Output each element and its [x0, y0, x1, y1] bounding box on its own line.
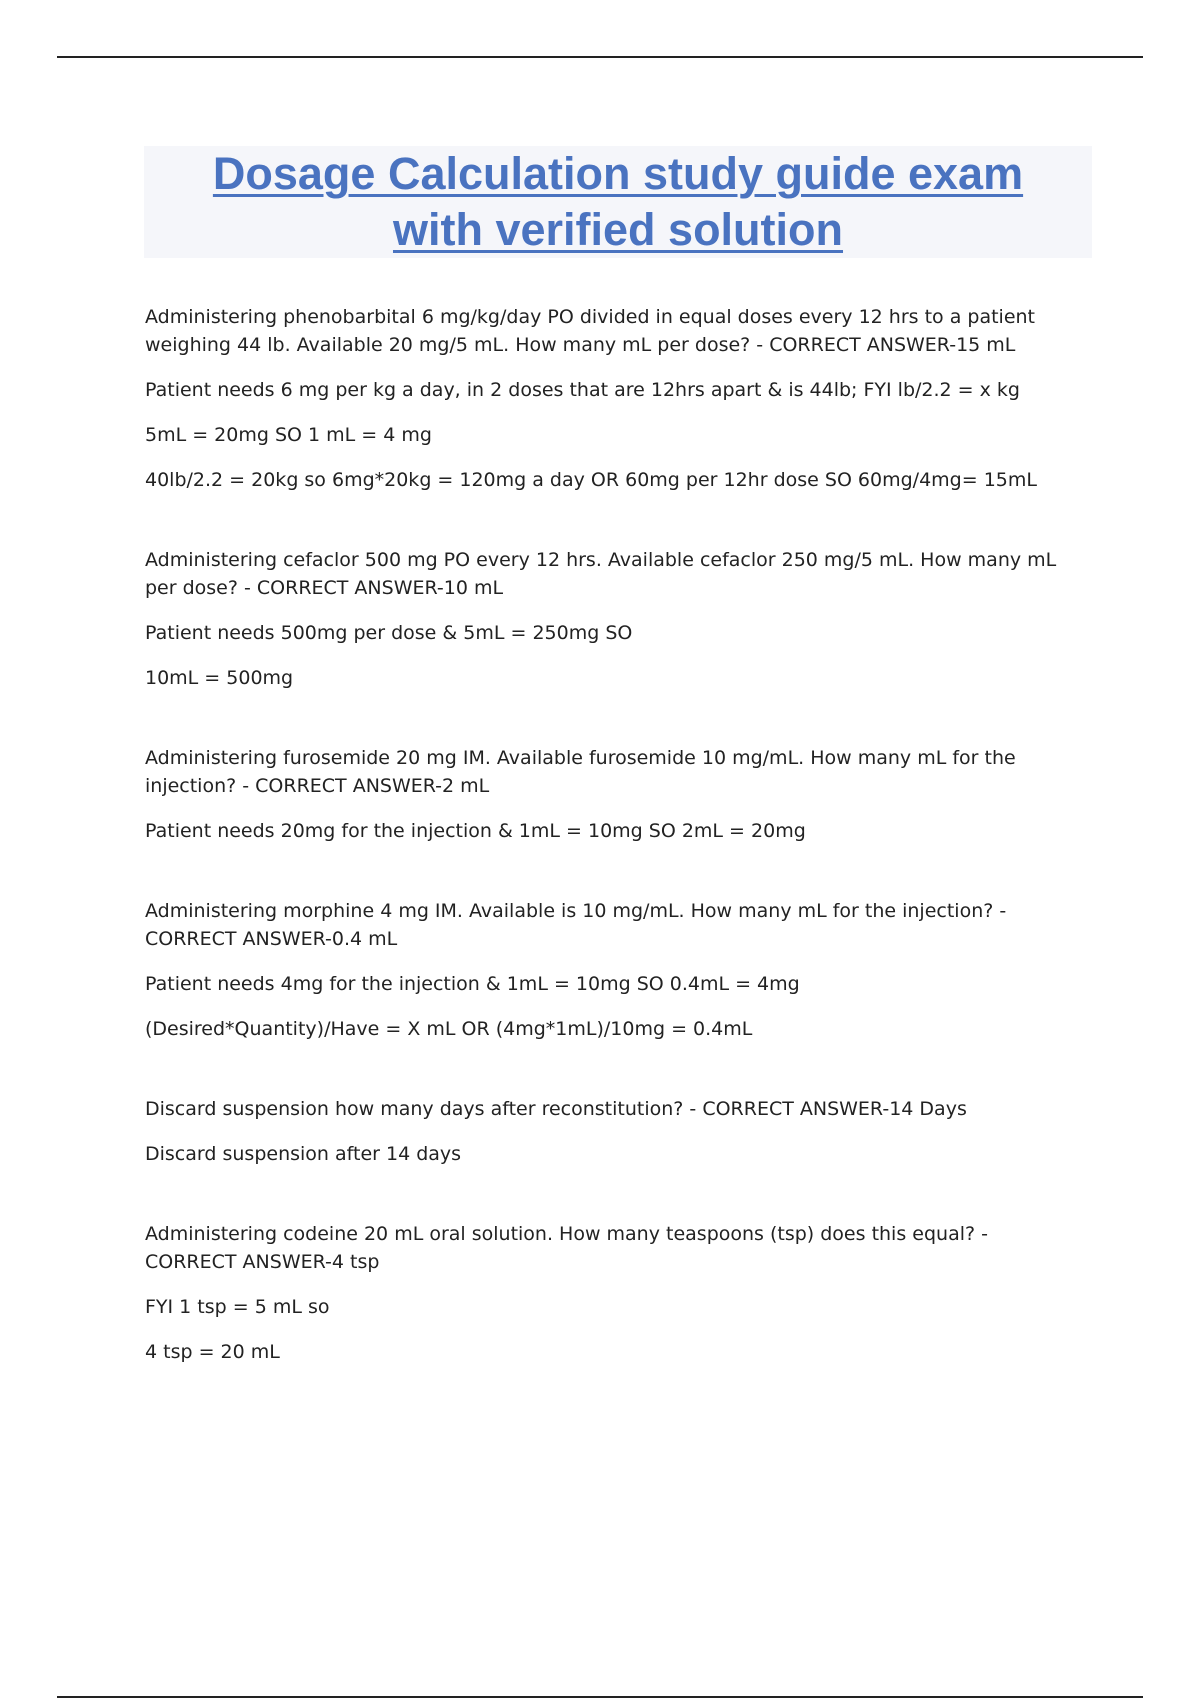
qa-item [145, 1095, 1085, 1168]
note-text: Patient needs 6 mg per kg a day, in 2 doses that are 12hrs apart & is 44lb; FYI lb/2.2 = x kg [145, 379, 1020, 401]
qa-item [145, 303, 1085, 494]
qa-item [145, 1220, 1085, 1366]
note-text: 4 tsp = 20 mL [145, 1341, 280, 1363]
note-text: 40lb/2.2 = 20kg so 6mg*20kg = 120mg a day OR 60mg per 12hr dose SO 60mg/4mg= 15mL [145, 469, 1037, 491]
note-text: 5mL = 20mg SO 1 mL = 4 mg [145, 424, 432, 446]
footer-rule [57, 1696, 1143, 1698]
note-text: Patient needs 20mg for the injection & 1mL = 10mg SO 2mL = 20mg [145, 820, 806, 842]
question-text: Discard suspension how many days after reconstitution? - CORRECT ANSWER-14 Days [145, 1098, 967, 1120]
header-rule [57, 56, 1143, 58]
qa-item [145, 546, 1085, 692]
question-text: Administering cefaclor 500 mg PO every 12 hrs. Available cefaclor 250 mg/5 mL. How many mL per dose? - CORRECT ANSWER-10 mL [145, 549, 1057, 599]
note-text: Patient needs 500mg per dose & 5mL = 250mg SO [145, 622, 633, 644]
document-title [144, 146, 1092, 258]
question-text: Administering morphine 4 mg IM. Available is 10 mg/mL. How many mL for the injection? - CORRECT ANSWER-0.4 mL [145, 900, 1007, 950]
qa-item [145, 744, 1085, 845]
title-line-2: with verified solution [392, 204, 844, 255]
note-text: 10mL = 500mg [145, 667, 294, 689]
note-text: Discard suspension after 14 days [145, 1143, 462, 1165]
note-text: FYI 1 tsp = 5 mL so [145, 1296, 330, 1318]
question-text: Administering furosemide 20 mg IM. Available furosemide 10 mg/mL. How many mL for the injection? - CORRECT ANSWER-2 mL [145, 747, 1016, 797]
question-text: Administering codeine 20 mL oral solution. How many teaspoons (tsp) does this equal? - CORRECT ANSWER-4 tsp [145, 1223, 988, 1273]
note-text: (Desired*Quantity)/Have = X mL OR (4mg*1mL)/10mg = 0.4mL [145, 1018, 753, 1040]
note-text: Patient needs 4mg for the injection & 1mL = 10mg SO 0.4mL = 4mg [145, 973, 800, 995]
qa-list [145, 303, 1085, 1418]
title-line-1: Dosage Calculation study guide exam [212, 148, 1024, 199]
question-text: Administering phenobarbital 6 mg/kg/day PO divided in equal doses every 12 hrs to a patient weighing 44 lb. Available 20 mg/5 mL. How many mL per dose? - CORRECT ANSWER-15 mL [145, 306, 1036, 356]
qa-item [145, 897, 1085, 1043]
title-box [144, 146, 1092, 258]
